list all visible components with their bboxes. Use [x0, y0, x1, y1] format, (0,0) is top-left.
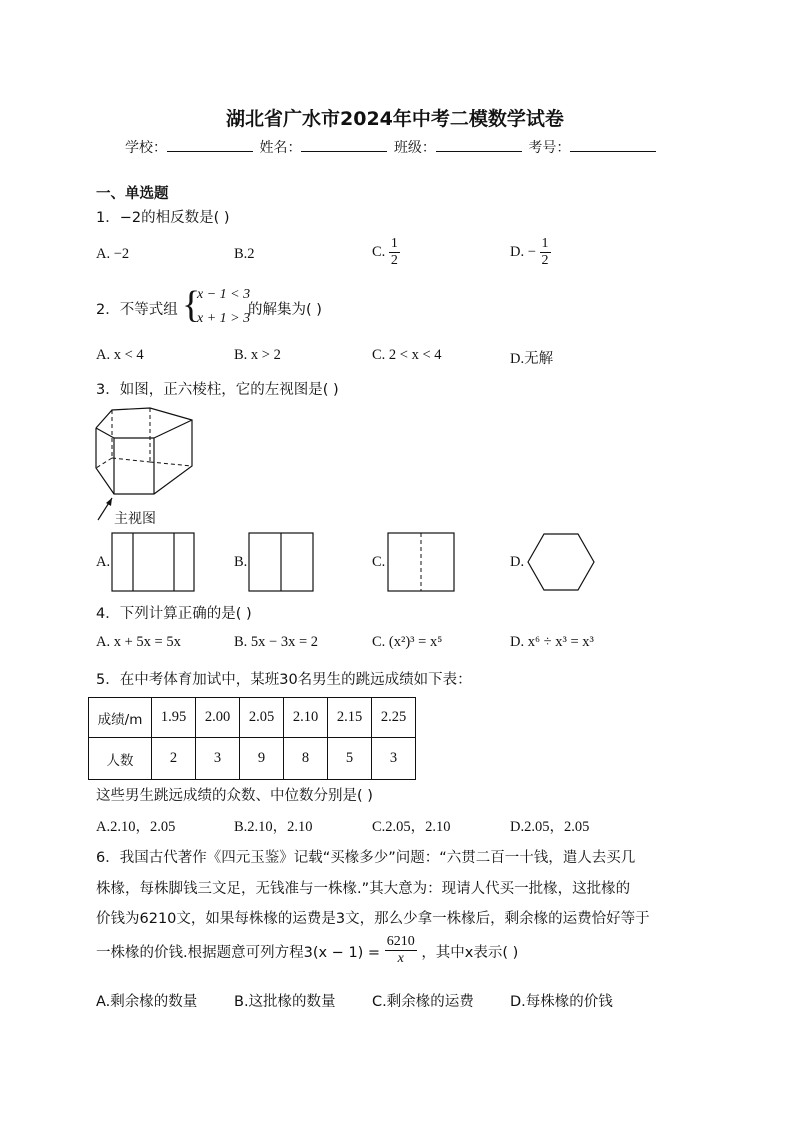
- question-6-line-2: 株椽，每株脚钱三文足，无钱准与一株椽.”其大意为：现请人代买一批椽，这批椽的: [96, 881, 631, 897]
- q5-option-c: C.2.05，2.10: [372, 819, 451, 835]
- q3-option-c-figure: [387, 532, 455, 592]
- page-title: 湖北省广水市2024年中考二模数学试卷: [226, 108, 564, 130]
- q6-fraction: [385, 934, 417, 967]
- q1-option-a: A. −2: [96, 246, 130, 262]
- q5-option-b: B.2.10，2.10: [234, 819, 313, 835]
- q2-option-d: D.无解: [510, 351, 554, 367]
- section-title: 一、单选题: [96, 186, 169, 202]
- school-blank: [167, 137, 253, 152]
- table-cell: 2.00: [196, 698, 240, 738]
- q3-option-a-figure: [111, 532, 195, 592]
- q2-suffix: 的解集为( ): [248, 302, 322, 318]
- q3-option-b-label: B.: [234, 554, 248, 570]
- q2-option-c: C. 2 < x < 4: [372, 347, 442, 363]
- class-label: 班级：: [393, 140, 436, 156]
- question-4: 4．下列计算正确的是( ): [96, 606, 252, 622]
- question-1: 1．−2的相反数是( ): [96, 210, 230, 226]
- q3-option-d-figure: [526, 532, 596, 592]
- school-label: 学校：: [125, 140, 167, 156]
- q1-c-prefix: C.: [372, 243, 386, 260]
- table-cell: 3: [196, 738, 240, 780]
- q3-option-c-label: C.: [372, 554, 386, 570]
- hexagonal-prism-figure: [92, 402, 202, 522]
- q3-option-b-figure: [248, 532, 314, 592]
- q2-option-b: B. x > 2: [234, 347, 281, 363]
- question-6-line-4: [96, 934, 518, 967]
- student-info-line: [125, 137, 658, 157]
- table-cell: 人数: [89, 738, 152, 780]
- table-cell: 2.25: [372, 698, 416, 738]
- question-5: 5．在中考体育加试中，某班30名男生的跳远成绩如下表：: [96, 672, 472, 688]
- class-blank: [436, 137, 522, 152]
- q4-option-c: C. (x²)³ = x⁵: [372, 634, 443, 650]
- q2-option-a: A. x < 4: [96, 347, 144, 363]
- q4-option-d: D. x⁶ ÷ x³ = x³: [510, 634, 594, 650]
- q2-prefix: 2．不等式组: [96, 302, 178, 318]
- table-cell: 5: [328, 738, 372, 780]
- number-blank: [570, 137, 656, 152]
- table-cell: 3: [372, 738, 416, 780]
- question-3: 3．如图，正六棱柱，它的左视图是( ): [96, 382, 339, 398]
- q6-option-c: C.剩余椽的运费: [372, 994, 474, 1010]
- question-6-line-3: 价钱为6210文，如果每株椽的运费是3文，那么少拿一株椽后，剩余椽的运费恰好等于: [96, 911, 650, 927]
- q6-option-b: B.这批椽的数量: [234, 994, 336, 1010]
- q6-option-a: A.剩余椽的数量: [96, 994, 198, 1010]
- table-cell: 1.95: [152, 698, 196, 738]
- q1-d-fraction: [540, 236, 551, 269]
- q3-option-a-label: A.: [96, 554, 111, 570]
- q5-followup: 这些男生跳远成绩的众数、中位数分别是( ): [96, 788, 373, 804]
- q1-option-c: [372, 236, 400, 269]
- table-cell: 2.10: [284, 698, 328, 738]
- q2-system-line-2: x + 1 > 3: [197, 311, 251, 326]
- question-2: [96, 286, 178, 318]
- q2-system-line-1: x − 1 < 3: [197, 287, 251, 302]
- q6-equation-left: 一株椽的价钱.根据题意可列方程3(x − 1) =: [96, 944, 381, 961]
- q5-option-d: D.2.05，2.05: [510, 819, 590, 835]
- q1-option-b: B.2: [234, 246, 255, 262]
- q1-c-denominator: 2: [390, 253, 398, 268]
- table-cell: 2.15: [328, 698, 372, 738]
- table-cell: 9: [240, 738, 284, 780]
- name-label: 姓名：: [259, 140, 302, 156]
- q1-c-numerator: 1: [390, 236, 398, 251]
- q1-option-d: [510, 236, 551, 269]
- q4-option-a: A. x + 5x = 5x: [96, 634, 181, 650]
- front-view-label: 主视图: [114, 511, 156, 527]
- table-row: [89, 698, 416, 738]
- q1-c-fraction: [389, 236, 400, 269]
- q2-brace: {: [182, 284, 201, 326]
- q3-option-d-label: D.: [510, 554, 525, 570]
- table-cell: 2: [152, 738, 196, 780]
- table-cell: 8: [284, 738, 328, 780]
- q5-option-a: A.2.10，2.05: [96, 819, 176, 835]
- q1-d-denominator: 2: [541, 253, 549, 268]
- number-label: 考号：: [528, 140, 571, 156]
- q6-denominator: x: [397, 951, 404, 966]
- table-row: [89, 738, 416, 780]
- q6-numerator: 6210: [386, 934, 415, 949]
- table-cell: 成绩/m: [89, 698, 152, 738]
- q4-option-b: B. 5x − 3x = 2: [234, 634, 319, 650]
- table-cell: 2.05: [240, 698, 284, 738]
- q6-option-d: D.每株椽的价钱: [510, 994, 613, 1010]
- score-table: [88, 697, 416, 780]
- q1-d-numerator: 1: [541, 236, 549, 251]
- name-blank: [301, 137, 387, 152]
- question-6-line-1: 6．我国古代著作《四元玉鉴》记载“买椽多少”问题：“六贯二百一十钱，遣人去买几: [96, 850, 636, 866]
- q1-d-prefix: D. −: [510, 243, 536, 260]
- q6-equation-right: ，其中x表示( ): [421, 944, 519, 961]
